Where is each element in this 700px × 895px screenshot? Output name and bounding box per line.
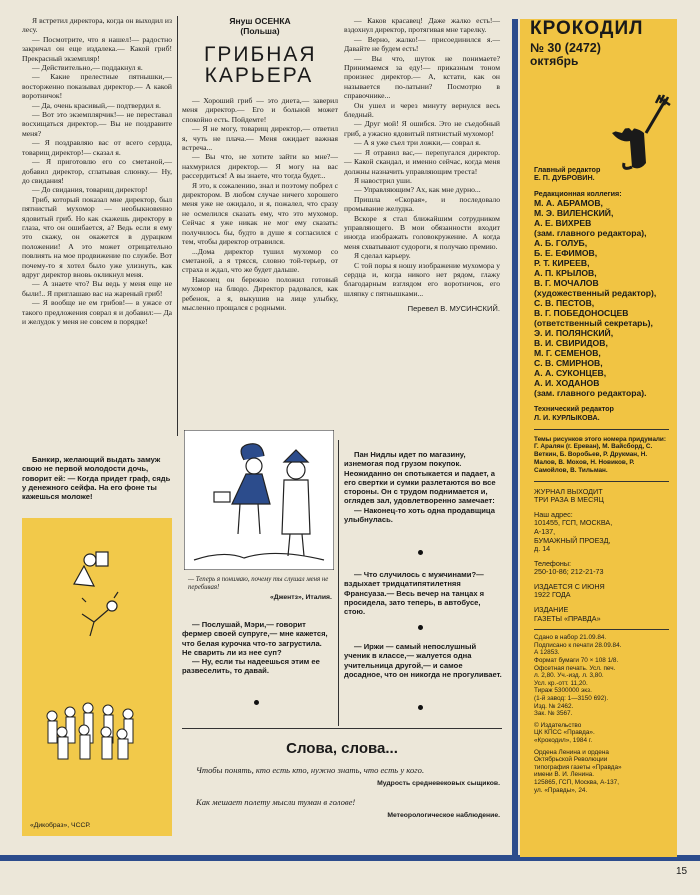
phones-label: Телефоны: <box>534 558 571 568</box>
issue-month: октябрь <box>530 53 579 68</box>
page-number: 15 <box>676 866 688 877</box>
board-list: М. А. АБРАМОВ, М. Э. ВИЛЕНСКИЙ, А. Е. ВИХРЕВ (зам. главного редактора), А. Б. ГОЛУБ, Б. Е. ЕФИМОВ, Р. Т. КИРЕЕВ, А. П. КРЫЛОВ, В. Г. МОЧАЛОВ (художественный редактор), С. В. ПЕСТОВ, В. Г. ПОБЕДОНОСЦЕВ (ответственный секретарь), Э. И. ПОЛЯНСКИЙ, В. И. СВИРИДОВ, М. Г. СЕМЕНОВ, С. В. СМИРНОВ, А. А. СУКОНЦЕВ, А. И. ХОДАНОВ (зам. главного редактора). <box>534 198 657 399</box>
crocodile-pitchfork-icon <box>602 93 672 173</box>
blue-frame-left <box>512 19 518 857</box>
column-divider <box>338 440 339 726</box>
jirzhi-joke: — Иржи — самый непослушный ученик в классе,— жалуется одна учительница другой,— и самое досадное, что он никогда не прогуливает. <box>344 642 502 679</box>
cartoon-illustration <box>22 518 172 836</box>
magazine-logo: КРОКОДИЛ <box>530 18 644 39</box>
quote: Как мешает полету мысли туман в голове! <box>196 797 356 807</box>
masthead-sidebar: КРОКОДИЛ № 30 (2472) октябрь Главный редактор Е. П. ДУБРОВИН. Редакционная коллегия: М. А. АБРАМОВ, М. Э. ВИЛЕНСКИЙ, А. Е. ВИХРЕВ (зам. главного редактора), А. Б. ГОЛУБ, Б. Е. ЕФИМОВ, Р. Т. КИРЕЕВ, А. П. КРЫЛОВ, В. Г. МОЧАЛОВ (художественный редактор), С. В. ПЕСТОВ, В. Г. ПОБЕДОНОСЦЕВ (ответственный секретарь), Э. И. ПОЛЯНСКИЙ, В. И. СВИРИДОВ, М. Г. СЕМЕНОВ, С. В. СМИРНОВ, А. А. СУКОНЦЕВ, А. И. ХОДАНОВ (зам. главного редактора). Технический редактор Л. И. КУРЛЫКОВА. Темы рисунков этого номера придумали: Г. Аралян (г. Ереван), М. Вайсборд, С. Веткин, Б. Воробьев, Р. Друкман, Н. Малов, В. Мохов, Н. Новиков, Р. Самойлов, В. Тильман. ЖУРНАЛ ВЫХОДИТ ТРИ РАЗА В МЕСЯЦ Наш адрес: 101455, ГСП, МОСКВА, А-137, БУМАЖНЫЙ ПРОЕЗД, д. 14 Телефоны: 250-10-86; 212-21-73 ИЗДАЕТСЯ С ИЮНЯ 1922 ГОДА ИЗДАНИЕ ГАЗЕТЫ «ПРАВДА» Сдано в набор 21.09.84. Подписано к печати 28.09.84. А 12853. Формат бумаги 70 × 108 1/8. Офсетная печать. Усл. печ. л. 2,80. Уч.-изд. л. 3,80. Усл. кр.-отт. 11,20. Тираж 5300000 экз. (1-й завод: 1—3150 692). Изд. № 2462. Зак. № 3567. © Издательство ЦК КПСС «Правда». «Крокодил», 1984 г. Ордена Ленина и ордена Октябрьской Революции типография газеты «Правда» имени В. И. Ленина. 125865, ГСП, Москва, А-137, ул. «Правды», 24. <box>520 19 677 857</box>
article-author: Януш ОСЕНКА <box>229 16 291 26</box>
chief-editor-label: Главный редактор <box>534 164 601 174</box>
phones: 250-10-86; 212-21-73 <box>534 567 604 577</box>
article-country: (Польша) <box>240 26 280 36</box>
divider <box>182 728 502 729</box>
frequency-line: ТРИ РАЗА В МЕСЯЦ <box>534 495 604 505</box>
center-cartoon-source: «Джентз», Италия. <box>270 594 332 601</box>
jokes-right: Пан Нидлы идет по магазину, изнемогая под грузом покупок. Неожиданно он спотыкается и падает, а его свертки и сумки разлетаются во все стороны. Он с трудом поднимается и, оглядев зал, удовлетворенно замечает: — Наконец-то хоть одна продавщица улыбнулась. <box>344 450 496 525</box>
banker-joke: Банкир, желающий выдать замуж свою не первой молодости дочь, говорит ей: — Когда придет граф, сядь у денежного сейфа. На его фоне ты кажешься моложе! <box>22 455 171 502</box>
address-label: Наш адрес: <box>534 509 573 519</box>
board-label: Редакционная коллегия: <box>534 188 622 198</box>
issue-number: № 30 (2472) <box>530 40 601 55</box>
themes-credit: Темы рисунков этого номера придумали: Г. Аралян (г. Ереван), М. Вайсборд, С. Веткин, Б. Воробьев, Р. Друкман, Н. Малов, В. Мохов, Н. Новиков, Р. Самойлов, В. Тильман. <box>534 435 666 474</box>
separator-dot <box>254 700 259 705</box>
separator-dot <box>418 550 423 555</box>
column-1: Я встретил директора, когда он выходил из лесу. — Посмотрите, что я нашел!— радостно закричал он еще издалека.— Какой гриб! Прекрасный экземпляр! — Действительно,— поддакнул я. — Какие прелестные пятнышки,— восторженно показывал директор.— А какой воротничок! — Да, очень красивый,— подтвердил я. — Вот это экземплярчик!— не переставал восхищаться директор.— Вы не поздравите меня? — Я поздравляю вас от всего сердца, товарищ директор!— сказал я. — Я приготовлю его со сметаной,— добавил директор, сглатывая слюнку.— Ну, до свидания! — До свидания, товарищ директор! Гриб, который показал мне директор, был пятнистый мухомор — необыкновенно ядовитый гриб. Но как скажешь директору в глаза, что он ошибается, а? Ведь если я ему это скажу, он окажется в дурацком положении! А это может отрицательно повлиять на мое продвижение по службе. Вот почему-то я хотел было уже улизнуть, как вдруг директор вновь окликнул меня. — А знаете что? Вы ведь у меня еще не были!.. Я приглашаю вас на жареный гриб! — Я вообще не ем грибов!— в ужасе от такого предложения соврал я и добавил:— Да и желудок у меня не совсем в порядке! <box>22 16 172 326</box>
separator-dot <box>418 705 423 710</box>
quote-source: Метеорологическое наблюдение. <box>387 812 500 819</box>
print-info: Сдано в набор 21.09.84. Подписано к печати 28.09.84. А 12853. Формат бумаги 70 × 108 1/8. Офсетная печать. Усл. печ. л. 2,80. Уч.-изд. л. 3,80. Усл. кр.-отт. 11,20. Тираж 5300000 экз. (1-й завод: 1—3150 692). Изд. № 2462. Зак. № 3567. © Издательство ЦК КПСС «Правда». «Крокодил», 1984 г. Ордена Ленина и ордена Октябрьской Революции типография газеты «Правда» имени В. И. Ленина. 125865, ГСП, Москва, А-137, ул. «Правды», 24. <box>534 634 622 794</box>
farmer-joke: — Послушай, Мэри,— говорит фермер своей супруге,— мне кажется, что белая курочка что-то загрустила. Не сварить ли из нее суп? — Ну, если ты надеешься этим ее развеселить, то давай. <box>182 620 328 676</box>
quote: Чтобы понять, кто есть кто, нужно знать, что есть у кого. <box>196 765 425 775</box>
center-cartoon <box>184 430 334 570</box>
frequency-line: ЖУРНАЛ ВЫХОДИТ <box>534 486 603 496</box>
column-divider <box>177 16 178 436</box>
center-cartoon-caption: — Теперь я понимаю, почему ты слушал меня не перебивая! <box>188 576 329 592</box>
left-cartoon <box>22 518 172 836</box>
column-3: — Каков красавец! Даже жалко есть!— вздохнул директор, протягивая мне тарелку. — Верно, жалко!— присоединился я.— Давайте не будем есть! — Вы что, шуток не понимаете? Принимаемся за еду!— приказным тоном произнес директор.— А, кстати, как он называется по-латыни? Посмотрю в справочнике... Он ушел и через минуту вернулся весь бледный. — Друг мой! Я ошибся. Это не съедобный гриб, а ужасно ядовитый пятнистый мухомор! — А я уже съел три ложки,— соврал я. — Я отравил вас,— перепугался директор.— Какой скандал, и именно сейчас, когда меня должны назначить управляющим треста! Я навострил уши. — Управляющим? Ах, как мне дурно... Пришла «Скорая», и последовало промывание желудка. Вскоре я стал ближайшим сотрудником управляющего. В мои обязанности входит иногда изображать головокружение. А когда меня схватывают судороги, я получаю премию. Я сделал карьеру. С той поры я ношу изображение мухомора у сердца и, когда никого нет рядом, глажу благодарным взглядом его воротничок, его шляпку с пятнышками... Перевел В. МУСИНСКИЙ. <box>344 16 500 314</box>
chief-editor: Е. П. ДУБРОВИН. <box>534 173 595 183</box>
translator-credit: Перевел В. МУСИНСКИЙ. <box>407 304 500 314</box>
tech-editor-label: Технический редактор <box>534 404 614 414</box>
article-title: ГРИБНАЯ КАРЬЕРА <box>204 43 317 87</box>
slova-section <box>184 740 500 829</box>
quote-source: Мудрость средневековых сыщиков. <box>377 780 500 787</box>
francoise-joke: — Что случилось с мужчинами?— вздыхает тридцатипятилетняя Франсуаза.— Весь вечер на танцах я просидела, зато теперь, в автобусе, стою. <box>344 570 485 617</box>
slova-title: Слова, слова... <box>286 740 398 757</box>
tech-editor: Л. И. КУРЛЫКОВА. <box>534 412 600 422</box>
separator-dot <box>418 625 423 630</box>
column-2: Януш ОСЕНКА (Польша) ГРИБНАЯ КАРЬЕРА — Хороший гриб — это диета,— заверил меня директор.— Его и больной может спокойно есть. Пойдемте! — Я не могу, товарищ директор,— ответил я, чуть не плача.— Меня ожидает важная встреча... — Вы что, не хотите зайти ко мне?— нахмурился директор.— Я могу на вас рассердиться! А вы знаете, что тогда будет... Я это, к сожалению, знал и поэтому побрел с директором. В любом случае ничего хорошего меня уже не ожидало, и я, пожалел, что сразу не осмелился сказать ему, что это мухомор. Сейчас я уже никак не мог ему сказать: получилось бы, будто в душе я согласился с тем, чтобы директор отравился. ...Дома директор тушил мухомор со сметаной, а я трясся, словно той-терьер, от страха и ждал, что же будет дальше. Наконец он бережно положил готовый мухомор на блюдо. Директор радовался, как ребенок, а я, выкушив на лице улыбку, мысленно прощался с родными. <box>182 16 338 312</box>
left-cartoon-caption: «Дикобраз», ЧССР. <box>30 822 91 829</box>
